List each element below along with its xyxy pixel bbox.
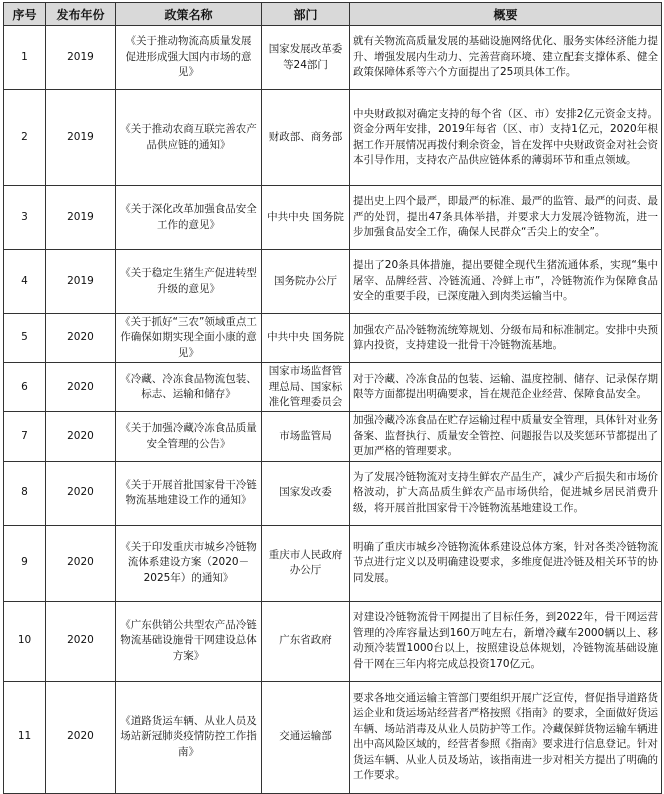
- policy-table: [3, 2, 662, 794]
- cell-year: 2019: [46, 250, 116, 314]
- header-serial-number: 序号: [4, 3, 46, 26]
- cell-department: 国家发展改革委等24部门: [262, 26, 350, 90]
- table-row: [4, 601, 662, 681]
- cell-summary: 明确了重庆市城乡冷链物流体系建设总体方案，针对各类冷链物流节点进行定义以及明确建设要求，多维度促进冷链及相关环节的协同发展。: [350, 525, 662, 601]
- cell-department: 财政部、商务部: [262, 90, 350, 186]
- cell-department: 交通运输部: [262, 681, 350, 793]
- cell-policy-name: 《道路货运车辆、从业人员及场站新冠肺炎疫情防控工作指南》: [116, 681, 262, 793]
- cell-policy-name: 《冷藏、冷冻食品物流包装、标志、运输和储存》: [116, 363, 262, 412]
- cell-department: 中共中央 国务院: [262, 314, 350, 363]
- cell-department: 国家发改委: [262, 461, 350, 525]
- table-row: [4, 186, 662, 250]
- cell-year: 2019: [46, 90, 116, 186]
- cell-policy-name: 《关于推动物流高质量发展 促进形成强大国内市场的意见》: [116, 26, 262, 90]
- table-row: [4, 461, 662, 525]
- table-row: [4, 525, 662, 601]
- cell-year: 2020: [46, 363, 116, 412]
- cell-policy-name: 《广东供销公共型农产品冷链物流基础设施骨干网建设总体方案》: [116, 601, 262, 681]
- cell-year: 2020: [46, 314, 116, 363]
- header-department: 部门: [262, 3, 350, 26]
- cell-summary: 对于冷藏、冷冻食品的包装、运输、温度控制、储存、记录保存期限等方面都提出明确要求，旨在规范企业经营、保障食品安全。: [350, 363, 662, 412]
- cell-summary: 为了发展冷链物流对支持生鲜农产品生产，减少产后损失和市场价格波动，扩大高品质生鲜农产品市场供给，促进城乡居民消费升级，将开展首批国家骨干冷链物流基地建设工作。: [350, 461, 662, 525]
- cell-policy-name: 《关于稳定生猪生产促进转型升级的意见》: [116, 250, 262, 314]
- cell-department: 国家市场监督管理总局、国家标准化管理委员会: [262, 363, 350, 412]
- cell-serial-number: 10: [4, 601, 46, 681]
- cell-department: 重庆市人民政府办公厅: [262, 525, 350, 601]
- table-row: [4, 26, 662, 90]
- cell-serial-number: 2: [4, 90, 46, 186]
- cell-policy-name: 《关于印发重庆市城乡冷链物流体系建设方案（2020－2025年）的通知》: [116, 525, 262, 601]
- cell-department: 广东省政府: [262, 601, 350, 681]
- table-row: [4, 412, 662, 461]
- cell-year: 2020: [46, 461, 116, 525]
- cell-serial-number: 3: [4, 186, 46, 250]
- header-release-year: 发布年份: [46, 3, 116, 26]
- cell-serial-number: 8: [4, 461, 46, 525]
- cell-summary: 要求各地交通运输主管部门要组织开展广泛宣传，督促指导道路货运企业和货运场站经营者严格按照《指南》的要求，全面做好货运车辆、场站消毒及从业人员防护等工作。冷藏保鲜货物运输车辆进出中高风险区域的，经营者参照《指南》要求进行信息登记。针对货运车辆、从业人员及场站，该指南进一步对相关方提出了明确的工作要求。: [350, 681, 662, 793]
- table-row: [4, 314, 662, 363]
- cell-department: 中共中央 国务院: [262, 186, 350, 250]
- cell-department: 市场监管局: [262, 412, 350, 461]
- cell-year: 2020: [46, 412, 116, 461]
- cell-serial-number: 7: [4, 412, 46, 461]
- cell-serial-number: 4: [4, 250, 46, 314]
- table-row: [4, 363, 662, 412]
- cell-policy-name: 《关于开展首批国家骨干冷链物流基地建设工作的通知》: [116, 461, 262, 525]
- cell-summary: 就有关物流高质量发展的基础设施网络优化、服务实体经济能力提升、增强发展内生动力、完善营商环境、建立配套支撑体系、健全政策保障体系等六个方面提出了25项具体工作。: [350, 26, 662, 90]
- cell-year: 2020: [46, 681, 116, 793]
- cell-policy-name: 《关于深化改革加强食品安全工作的意见》: [116, 186, 262, 250]
- cell-serial-number: 6: [4, 363, 46, 412]
- cell-summary: 加强农产品冷链物流统筹规划、分级布局和标准制定。安排中央预算内投资，支持建设一批骨干冷链物流基地。: [350, 314, 662, 363]
- cell-year: 2020: [46, 525, 116, 601]
- table-header-row: [4, 3, 662, 26]
- cell-policy-name: 《关于推动农商互联完善农产品供应链的通知》: [116, 90, 262, 186]
- cell-summary: 加强冷藏冷冻食品在贮存运输过程中质量安全管理，具体针对业务备案、监督执行、质量安全管控、问题报告以及奖惩环节都提出了更加严格的管理要求。: [350, 412, 662, 461]
- cell-serial-number: 1: [4, 26, 46, 90]
- cell-serial-number: 11: [4, 681, 46, 793]
- cell-department: 国务院办公厅: [262, 250, 350, 314]
- cell-summary: 提出史上四个最严，即最严的标准、最严的监管、最严的问责、最严的处罚，提出47条具体举措，并要求大力发展冷链物流，进一步加强食品安全工作，确保人民群众“舌尖上的安全”。: [350, 186, 662, 250]
- header-summary: 概要: [350, 3, 662, 26]
- table-row: [4, 681, 662, 793]
- cell-serial-number: 5: [4, 314, 46, 363]
- cell-policy-name: 《关于抓好“三农”领域重点工作确保如期实现全面小康的意见》: [116, 314, 262, 363]
- cell-year: 2020: [46, 601, 116, 681]
- cell-summary: 中央财政拟对确定支持的每个省（区、市）安排2亿元资金支持。资金分两年安排，2019年每省（区、市）支持1亿元，2020年根据工作开展情况再拨付剩余资金，旨在发挥中央财政资金对社会资本引导作用，支持农产品供应链体系的薄弱环节和重点领域。: [350, 90, 662, 186]
- cell-serial-number: 9: [4, 525, 46, 601]
- table-row: [4, 250, 662, 314]
- cell-policy-name: 《关于加强冷藏冷冻食品质量安全管理的公告》: [116, 412, 262, 461]
- table-row: [4, 90, 662, 186]
- cell-year: 2019: [46, 186, 116, 250]
- cell-summary: 对建设冷链物流骨干网提出了目标任务，到2022年，骨干网运营管理的冷库容量达到160万吨左右，新增冷藏车2000辆以上、移动预冷装置1000台以上，按照建设总体规划，冷链物流基础设施骨干网在三年内将完成总投资170亿元。: [350, 601, 662, 681]
- cell-year: 2019: [46, 26, 116, 90]
- cell-summary: 提出了20条具体措施，提出要健全现代生猪流通体系，实现“集中屠宰、品牌经营、冷链流通、冷鲜上市”，冷链物流作为保障食品安全的重要手段，已深度融入到肉类运输当中。: [350, 250, 662, 314]
- header-policy-name: 政策名称: [116, 3, 262, 26]
